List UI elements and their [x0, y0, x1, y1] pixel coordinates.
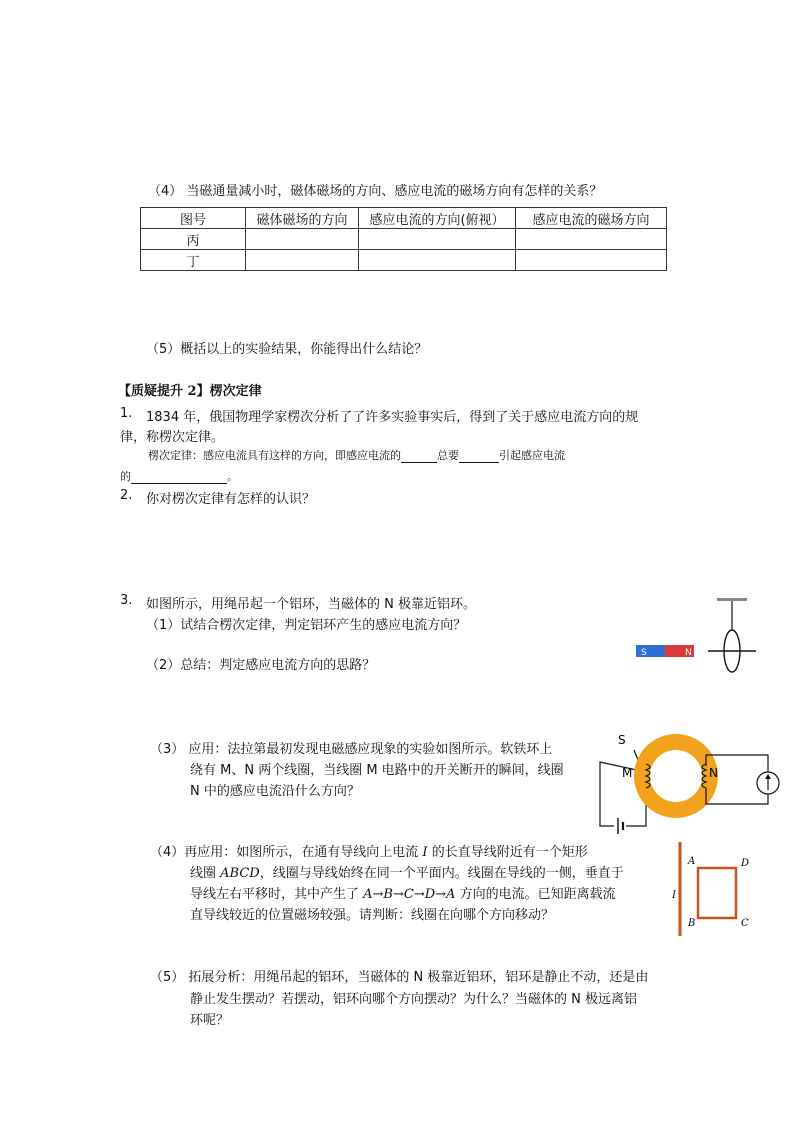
sub4-text: 线圈	[190, 866, 217, 881]
ring-magnet-figure	[630, 594, 760, 676]
item3-sub4-line1	[150, 841, 588, 860]
table-cell[interactable]	[516, 250, 667, 271]
table-header-cell: 图号	[141, 208, 246, 229]
item3-sub5-line1: （5） 拓展分析：用绳吊起的铝环，当磁体的 N 极靠近铝环，铝环是静止不动，还是由	[150, 970, 649, 985]
table-cell[interactable]	[246, 250, 359, 271]
table-cell[interactable]	[359, 229, 516, 250]
blank-field[interactable]	[401, 450, 437, 463]
sub4-text: ，线圈与导线始终在同一个平面内。线圈在导线的一侧，垂直于	[259, 866, 624, 881]
magnet-n-label: N	[685, 648, 692, 658]
item-number: 3.	[120, 593, 133, 608]
current-path: A→B→C→D→A	[363, 887, 456, 902]
table-cell[interactable]	[516, 229, 667, 250]
item-number: 2.	[120, 488, 133, 503]
table-cell: 丁	[141, 250, 246, 271]
blank-field[interactable]	[131, 471, 227, 484]
corner-label-b: B	[688, 918, 696, 929]
sub4-text: 导线左右平移时，其中产生了	[190, 887, 360, 902]
table-cell: 丙	[141, 229, 246, 250]
item3-sub5-line3: 环呢？	[190, 1013, 230, 1028]
law-statement-cont	[120, 468, 238, 484]
faraday-figure	[596, 730, 786, 834]
table-cell[interactable]	[359, 250, 516, 271]
item3-sub4-line2	[190, 862, 624, 881]
wire-coil-figure	[672, 840, 758, 938]
table-header-cell: 感应电流的方向(俯视）	[359, 208, 516, 229]
soft-iron-ring	[642, 742, 710, 810]
blank-field[interactable]	[459, 450, 499, 463]
item3-sub4-line4: 直导线较近的位置磁场较强。请判断：线圈在向哪个方向移动？	[190, 908, 555, 923]
current-symbol: I	[422, 845, 428, 860]
item3-sub3-line3: N 中的感应电流沿什么方向？	[190, 784, 360, 799]
law-text: 。	[227, 470, 238, 483]
item2-question: 你对楞次定律有怎样的认识？	[146, 492, 316, 507]
rectangular-coil	[698, 868, 736, 918]
section-title: 【质疑提升 2】楞次定律	[118, 384, 262, 399]
law-text: 总要	[437, 449, 459, 462]
corner-label-d: D	[741, 858, 750, 869]
law-text: 的	[120, 470, 131, 483]
table-row	[141, 250, 667, 271]
coil-n-label: N	[709, 766, 718, 780]
item3-sub3-line1: （3） 应用：法拉第最初发现电磁感应现象的实验如图所示。软铁环上	[150, 742, 553, 757]
coil-label: ABCD	[220, 866, 260, 881]
switch-label: S	[618, 733, 626, 747]
item-number: 1.	[120, 406, 133, 421]
q5-question: （5）概括以上的实验结果，你能得出什么结论？	[146, 342, 428, 357]
table-header-cell: 磁体磁场的方向	[246, 208, 359, 229]
table-cell[interactable]	[246, 229, 359, 250]
sub4-text: 方向的电流。已知距离载流	[459, 887, 616, 902]
item3-question: 如图所示，用绳吊起一个铝环，当磁体的 N 极靠近铝环。	[146, 597, 476, 612]
table-header-cell: 感应电流的磁场方向	[516, 208, 667, 229]
direction-table	[140, 207, 667, 271]
corner-label-c: C	[741, 918, 749, 929]
item3-sub1: （1）试结合楞次定律，判定铝环产生的感应电流方向？	[146, 618, 467, 633]
law-text: 楞次定律：感应电流具有这样的方向，即感应电流的	[148, 449, 401, 462]
current-label: I	[672, 890, 676, 901]
item1-line1: 1834 年，俄国物理学家楞次分析了了许多实验事实后，得到了关于感应电流方向的规	[146, 410, 639, 425]
item3-sub3-line2: 绕有 M、N 两个线圈，当线圈 M 电路中的开关断开的瞬间，线圈	[190, 763, 564, 778]
law-text: 引起感应电流	[499, 449, 565, 462]
ceiling-mount	[717, 598, 747, 601]
magnet-s-label: S	[641, 648, 647, 658]
item3-sub2: （2）总结：判定感应电流方向的思路？	[146, 658, 376, 673]
item3-sub4-line3	[190, 883, 616, 902]
sub4-text: 的长直导线附近有一个矩形	[431, 845, 588, 860]
table-header-row	[141, 208, 667, 229]
item1-line2: 律，称楞次定律。	[120, 430, 225, 445]
table-row	[141, 229, 667, 250]
corner-label-a: A	[688, 856, 696, 867]
law-statement	[148, 447, 565, 463]
sub4-text: （4）再应用：如图所示，在通有导线向上电流	[150, 845, 419, 860]
coil-m-label: M	[622, 766, 633, 780]
item3-sub5-line2: 静止发生摆动？若摆动，铝环向哪个方向摆动？为什么？当磁体的 N 极远离铝	[190, 992, 637, 1007]
q4-question: （4） 当磁通量减小时，磁体磁场的方向、感应电流的磁场方向有怎样的关系？	[148, 184, 603, 199]
